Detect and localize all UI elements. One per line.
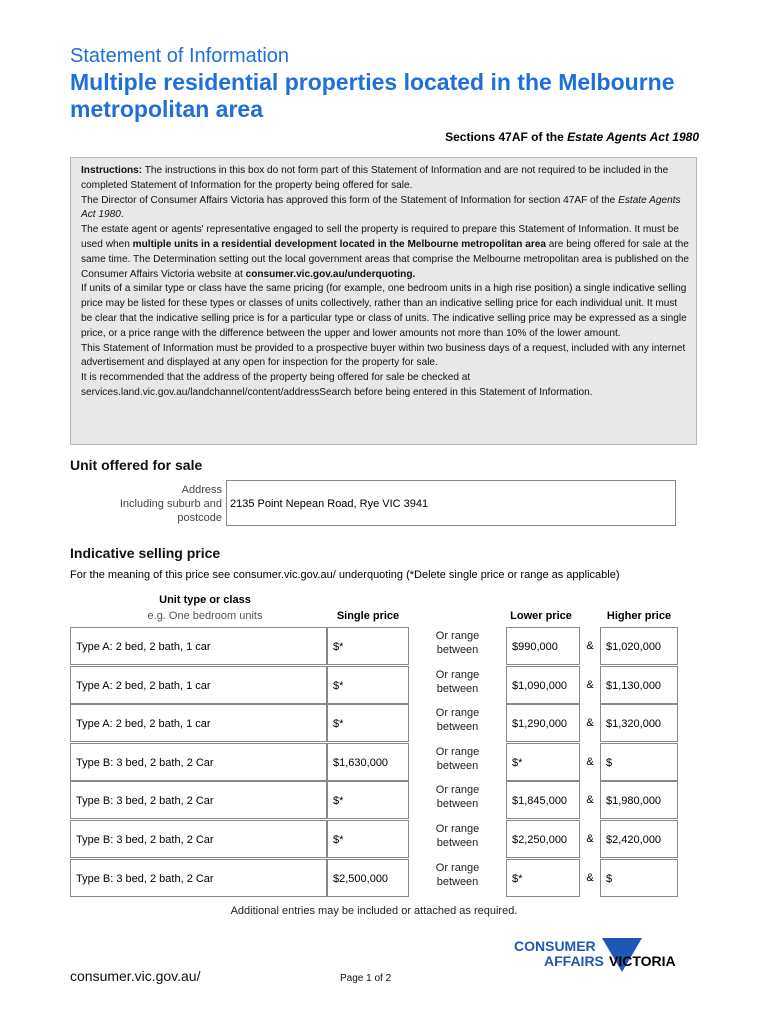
higher-price-field[interactable]: $2,420,000 xyxy=(600,820,678,858)
or-range-line1: Or range xyxy=(435,861,480,874)
footer-url[interactable]: consumer.vic.gov.au/ xyxy=(70,968,201,984)
or-range-label xyxy=(409,822,506,850)
ampersand-label: & xyxy=(586,717,594,730)
or-range-line1: Or range xyxy=(435,823,480,835)
indicative-price-heading: Indicative selling price xyxy=(70,545,221,561)
lower-price-field[interactable]: $1,090,000 xyxy=(506,666,580,704)
single-price-field[interactable]: $1,630,000 xyxy=(327,743,409,781)
or-range-label xyxy=(409,668,506,696)
instructions-p3d: consumer.vic.gov.au/underquoting. xyxy=(245,268,416,280)
page-title: Multiple residential properties located in the Melbourne metropolitan area xyxy=(70,69,675,122)
or-range-line2: between xyxy=(436,759,479,772)
instructions-p2: The Director of Consumer Affairs Victoria has approved this form of the Statement of Information for section 47AF of the xyxy=(81,194,619,206)
sections-act: Estate Agents Act 1980 xyxy=(567,130,699,144)
instructions-p6: It is recommended that the address of the property being offered for sale be checked at services.land.vic.gov.au/landchannel/content/addressSearch before being entered in this Statement of Information. xyxy=(81,372,593,398)
single-price-field[interactable]: $* xyxy=(327,704,409,742)
sections-reference xyxy=(445,130,699,144)
single-price-field[interactable]: $2,500,000 xyxy=(327,859,409,897)
additional-entries-note: Additional entries may be included or attached as required. xyxy=(230,905,518,917)
or-range-line1: Or range xyxy=(435,668,480,681)
ampersand-label: & xyxy=(586,640,594,652)
address-label-line2: Including suburb and xyxy=(119,498,222,511)
table-row xyxy=(70,704,678,742)
ampersand-label: & xyxy=(586,794,594,807)
or-range-label xyxy=(409,706,506,734)
instructions-p4: If units of a similar type or class have the same pricing (for example, one bedroom units in a high rise position) a single indicative selling price may be listed for these types or classes of units collectively, rather than an indicative selling price for each individual unit. It must be clear that the indicative selling price is for a particular type or class of units. The indicative selling price may be expressed as a single price, or a price range with the difference between the upper and lower amounts not more than 10% of the lower amount. xyxy=(81,283,687,339)
instructions-box xyxy=(70,157,697,445)
unit-type-cell[interactable]: Type A: 2 bed, 2 bath, 1 car xyxy=(70,704,327,742)
unit-type-cell[interactable]: Type B: 3 bed, 2 bath, 2 Car xyxy=(70,820,327,858)
instructions-p2-act: Estate Agents Act 1980 xyxy=(81,194,681,221)
higher-price-field[interactable]: $1,020,000 xyxy=(600,627,678,665)
unit-type-cell[interactable]: Type A: 2 bed, 2 bath, 1 car xyxy=(70,666,327,704)
or-range-line1: Or range xyxy=(435,745,480,758)
unit-type-cell[interactable]: Type A: 2 bed, 2 bath, 1 car xyxy=(70,627,327,665)
lower-price-field[interactable]: $990,000 xyxy=(506,627,580,665)
table-row xyxy=(70,859,678,897)
instructions-p5: This Statement of Information must be provided to a prospective buyer within two business days of a request, included with any internet advertisement and displayed at any open for inspection for the property for sale. xyxy=(81,342,686,369)
ampersand-label: & xyxy=(586,678,594,691)
single-price-field[interactable]: $* xyxy=(327,820,409,858)
instructions-p3b: multiple units in a residential development located in the Melbourne metropolitan area xyxy=(132,238,546,250)
ampersand-label: & xyxy=(586,833,594,845)
or-range-label xyxy=(409,629,506,657)
higher-price-field[interactable]: $ xyxy=(600,743,678,781)
price-meaning-note: For the meaning of this price see consumer.vic.gov.au/ underquoting (*Delete single price or range as applicable) xyxy=(70,569,620,581)
or-range-label xyxy=(409,745,506,773)
higher-price-field[interactable]: $1,980,000 xyxy=(600,781,678,819)
instructions-p1: The instructions in this box do not form part of this Statement of Information and are not required to be included in the completed Statement of Information for the property being offered for sale. xyxy=(81,165,669,191)
instructions-label: Instructions: xyxy=(81,165,143,176)
unit-offered-heading: Unit offered for sale xyxy=(70,457,203,473)
instructions-p2-end: . xyxy=(120,209,124,221)
column-header-unit-type-example: e.g. One bedroom units xyxy=(147,610,263,622)
lower-price-field[interactable]: $1,290,000 xyxy=(506,704,580,742)
or-range-line2: between xyxy=(436,875,479,888)
column-header-unit-type: Unit type or class xyxy=(159,594,251,606)
logo-text-consumer: CONSUMER xyxy=(514,938,596,954)
or-range-line2: between xyxy=(436,644,479,656)
address-field[interactable]: 2135 Point Nepean Road, Rye VIC 3941 xyxy=(226,480,676,526)
column-header-lower-price: Lower price xyxy=(510,610,572,622)
or-range-line1: Or range xyxy=(435,707,480,720)
logo-text-victoria: VICTORIA xyxy=(609,953,676,969)
or-range-line1: Or range xyxy=(435,630,480,642)
logo-text-affairs: AFFAIRS xyxy=(544,953,604,969)
instructions-p3a: The estate agent or agents' representative engaged to sell the property is required to prepare this Statement of Information. It must be used when xyxy=(81,224,679,250)
table-row xyxy=(70,627,678,665)
table-row xyxy=(70,743,678,781)
address-label-line1: Address xyxy=(181,484,222,496)
or-range-line2: between xyxy=(436,837,479,849)
address-label-line3: postcode xyxy=(177,512,222,525)
higher-price-field[interactable]: $1,130,000 xyxy=(600,666,678,704)
or-range-line1: Or range xyxy=(435,784,480,797)
sections-prefix: Sections 47AF of the xyxy=(445,130,568,144)
unit-type-cell[interactable]: Type B: 3 bed, 2 bath, 2 Car xyxy=(70,859,327,897)
unit-type-cell[interactable]: Type B: 3 bed, 2 bath, 2 Car xyxy=(70,743,327,781)
table-row xyxy=(70,666,678,704)
instructions-p3c: are being offered for sale at the same time. The Determination setting out the local government areas that comprise the Melbourne metropolitan area is published on the Consumer Affairs Victoria website at xyxy=(81,238,690,280)
single-price-field[interactable]: $* xyxy=(327,666,409,704)
column-header-higher-price: Higher price xyxy=(606,610,672,622)
or-range-line2: between xyxy=(436,682,479,695)
page-number: Page 1 of 2 xyxy=(340,973,392,984)
unit-type-cell[interactable]: Type B: 3 bed, 2 bath, 2 Car xyxy=(70,781,327,819)
consumer-affairs-victoria-logo xyxy=(512,936,692,976)
or-range-label xyxy=(409,783,506,811)
ampersand-label: & xyxy=(586,755,594,768)
address-label xyxy=(110,483,222,526)
lower-price-field[interactable]: $2,250,000 xyxy=(506,820,580,858)
table-row xyxy=(70,820,678,858)
or-range-label xyxy=(409,861,506,889)
or-range-line2: between xyxy=(436,798,479,811)
table-row xyxy=(70,781,678,819)
ampersand-label: & xyxy=(586,871,594,884)
higher-price-field[interactable]: $1,320,000 xyxy=(600,704,678,742)
lower-price-field[interactable]: $1,845,000 xyxy=(506,781,580,819)
document-type: Statement of Information xyxy=(70,45,290,67)
single-price-field[interactable]: $* xyxy=(327,627,409,665)
lower-price-field[interactable]: $* xyxy=(506,859,580,897)
lower-price-field[interactable]: $* xyxy=(506,743,580,781)
or-range-line2: between xyxy=(436,721,479,734)
column-header-single-price: Single price xyxy=(336,610,400,622)
higher-price-field[interactable]: $ xyxy=(600,859,678,897)
single-price-field[interactable]: $* xyxy=(327,781,409,819)
